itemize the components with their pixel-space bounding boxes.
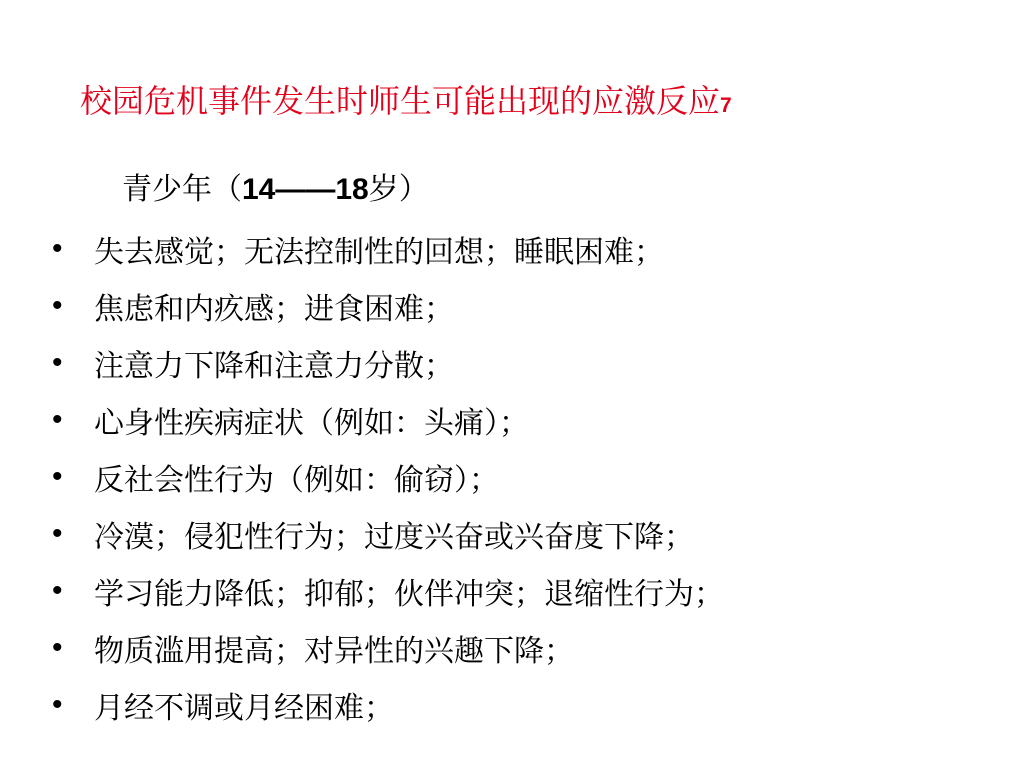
bullet-icon: •: [52, 687, 63, 721]
bullet-icon: •: [52, 516, 63, 550]
age-group-heading: [122, 172, 429, 208]
list-item: [52, 334, 724, 391]
age-group-prefix: 青少年（: [122, 172, 242, 207]
list-item-text: 学习能力降低；抑郁；伙伴冲突；退缩性行为；: [94, 576, 724, 612]
list-item: [52, 448, 724, 505]
list-item-text: 失去感觉；无法控制性的回想；睡眠困难；: [94, 234, 664, 270]
list-item-text: 心身性疾病症状（例如：头痛）；: [94, 405, 529, 441]
slide-title-text: 校园危机事件发生时师生可能出现的应激反应: [80, 82, 721, 120]
list-item: [52, 391, 724, 448]
list-item-text: 冷漠；侵犯性行为；过度兴奋或兴奋度下降；: [94, 519, 694, 555]
bullet-icon: •: [52, 345, 63, 379]
list-item-text: 月经不调或月经困难；: [94, 690, 394, 726]
list-item: [52, 220, 724, 277]
bullet-icon: •: [52, 459, 63, 493]
list-item-text: 物质滥用提高；对异性的兴趣下降；: [94, 633, 574, 669]
bullet-icon: •: [52, 573, 63, 607]
list-item: [52, 676, 724, 733]
list-item: [52, 562, 724, 619]
bullet-icon: •: [52, 288, 63, 322]
slide-title-number: 7: [720, 94, 732, 117]
age-range: 14——18: [242, 173, 369, 206]
bullet-icon: •: [52, 231, 63, 265]
list-item: [52, 505, 724, 562]
bullet-icon: •: [52, 402, 63, 436]
list-item-text: 焦虑和内疚感；进食困难；: [94, 291, 454, 327]
slide-title: [80, 82, 732, 120]
list-item: [52, 277, 724, 334]
stress-reaction-list: [52, 220, 724, 733]
list-item-text: 注意力下降和注意力分散；: [94, 348, 454, 384]
bullet-icon: •: [52, 630, 63, 664]
age-group-suffix: 岁）: [368, 172, 429, 207]
list-item-text: 反社会性行为（例如：偷窃）；: [94, 462, 499, 498]
list-item: [52, 619, 724, 676]
